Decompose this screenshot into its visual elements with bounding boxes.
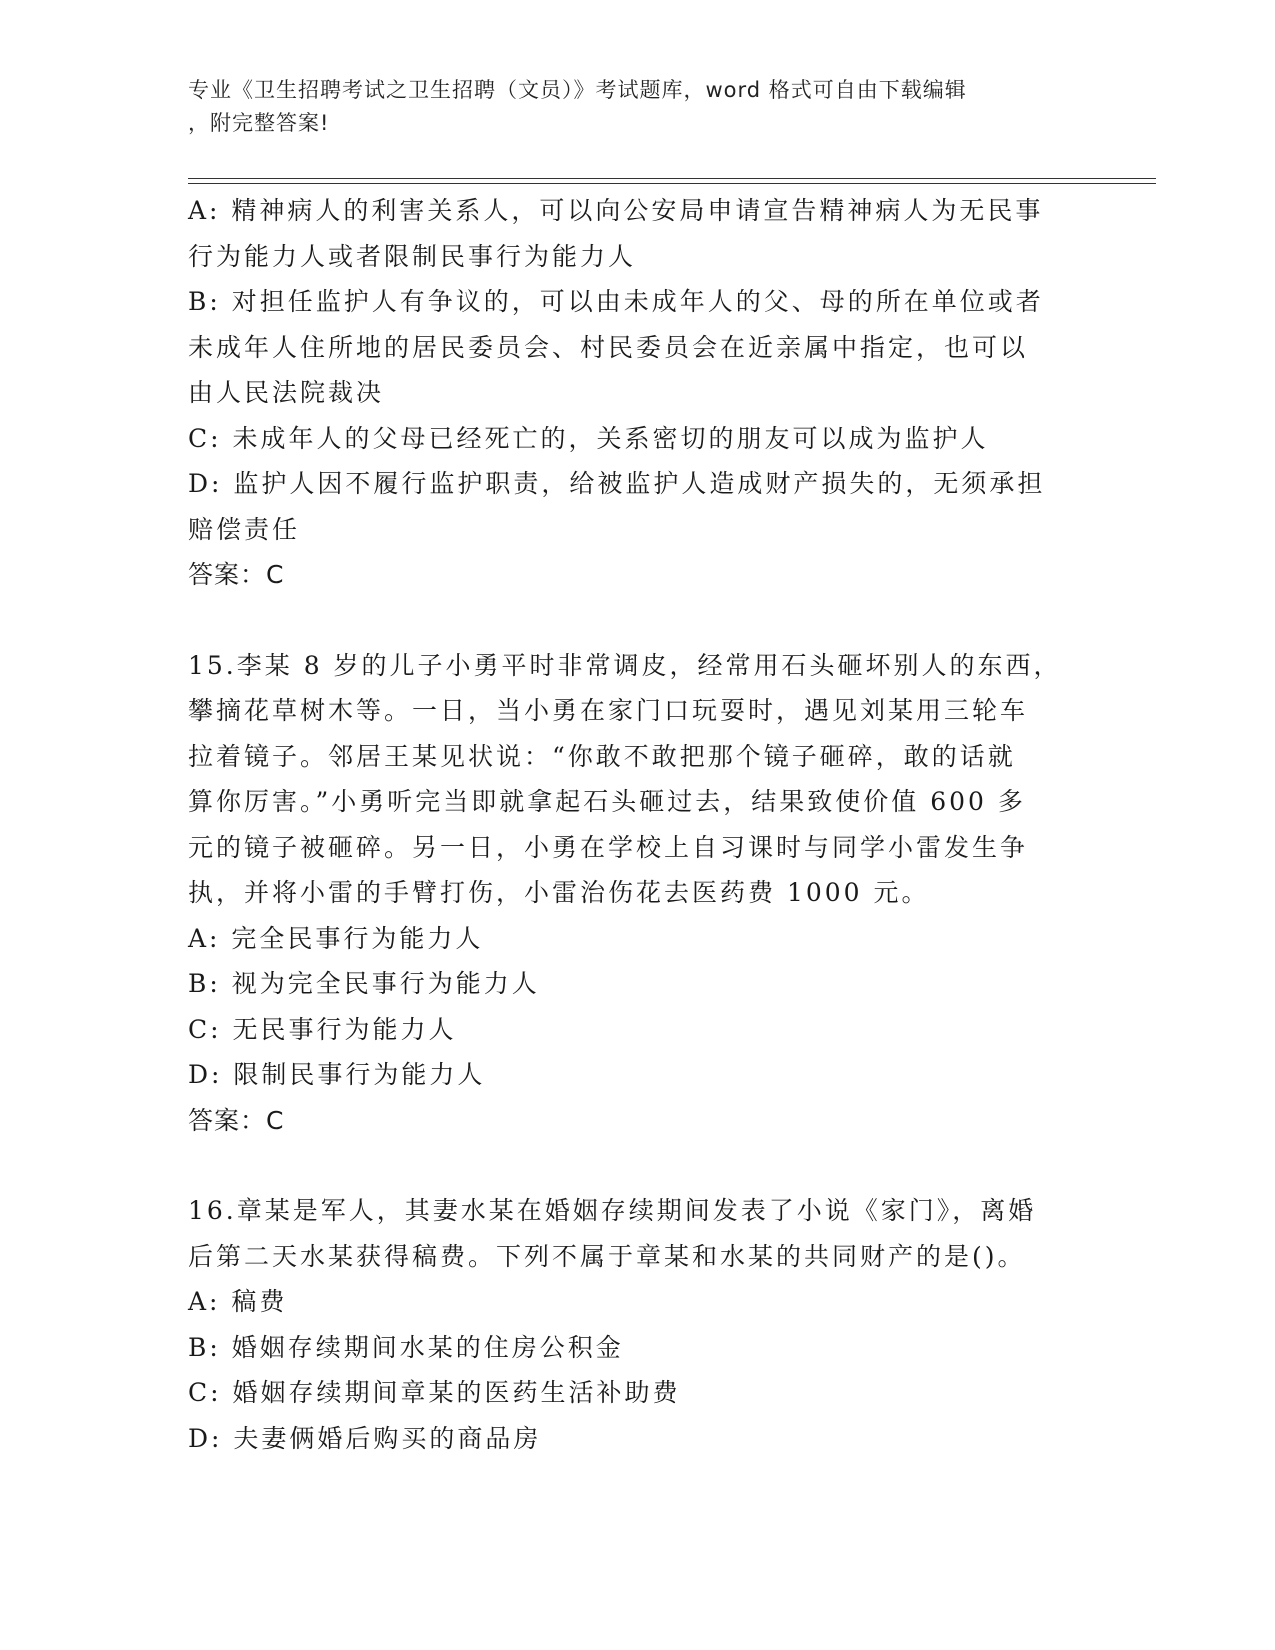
q15-stem-line-6: 执，并将小雷的手臂打伤，小雷治伤花去医药费 1000 元。 [188, 878, 930, 907]
q16-option-d: D: 夫妻俩婚后购买的商品房 [188, 1423, 542, 1453]
q15-stem-line-2: 攀摘花草树木等。一日，当小勇在家门口玩耍时，遇见刘某用三轮车 [188, 696, 1029, 725]
q15-stem-line-3: 拉着镜子。邻居王某见状说：“你敢不敢把那个镜子砸碎，敢的话就 [188, 741, 1016, 771]
q15-stem-line-1: 15.李某 8 岁的儿子小勇平时非常调皮，经常用石头砸坏别人的东西， [188, 650, 1062, 680]
q14-answer: 答案：C [188, 560, 285, 589]
q15-option-c: C: 无民事行为能力人 [188, 1014, 457, 1044]
q16-stem-line-2: 后第二天水某获得稿费。下列不属于章某和水某的共同财产的是()。 [188, 1241, 1026, 1271]
q14-option-a-line-2: 行为能力人或者限制民事行为能力人 [188, 241, 637, 271]
q16-option-a: A: 稿费 [188, 1287, 288, 1316]
q15-option-d: D: 限制民事行为能力人 [188, 1060, 486, 1089]
q14-option-b-line-3: 由人民法院裁决 [188, 378, 385, 407]
header-line-2: ，附完整答案! [188, 111, 330, 135]
header-divider-bottom [188, 183, 1156, 184]
q16-option-b: B: 婚姻存续期间水某的住房公积金 [188, 1332, 624, 1362]
q15-option-b: B: 视为完全民事行为能力人 [188, 969, 540, 998]
document-header [188, 74, 1068, 140]
header-line-1: 专业《卫生招聘考试之卫生招聘（文员）》考试题库，word 格式可自由下载编辑 [188, 78, 967, 102]
q14-option-a-line-1: A: 精神病人的利害关系人，可以向公安局申请宣告精神病人为无民事 [188, 196, 1044, 225]
question-14-options [188, 188, 1088, 598]
question-16 [188, 1188, 1088, 1461]
q15-stem-line-4: 算你厉害。”小勇听完当即就拿起石头砸过去，结果致使价值 600 多 [188, 787, 1026, 816]
q14-option-b-line-2: 未成年人住所地的居民委员会、村民委员会在近亲属中指定，也可以 [188, 332, 1029, 362]
q14-option-d-line-1: D: 监护人因不履行监护职责，给被监护人造成财产损失的，无须承担 [188, 469, 1046, 498]
q14-option-d-line-2: 赔偿责任 [188, 514, 301, 544]
q15-option-a: A: 完全民事行为能力人 [188, 923, 484, 953]
q14-option-c: C: 未成年人的父母已经死亡的，关系密切的朋友可以成为监护人 [188, 423, 989, 453]
question-15 [188, 643, 1088, 1144]
q14-option-b-line-1: B: 对担任监护人有争议的，可以由未成年人的父、母的所在单位或者 [188, 287, 1044, 316]
spacer [188, 1143, 1088, 1188]
spacer [188, 598, 1088, 643]
q16-option-c: C: 婚姻存续期间章某的医药生活补助费 [188, 1378, 681, 1407]
header-divider-top [188, 178, 1156, 179]
q15-answer: 答案：C [188, 1105, 285, 1135]
q16-stem-line-1: 16.章某是军人，其妻水某在婚姻存续期间发表了小说《家门》，离婚 [188, 1196, 1037, 1225]
q15-stem-line-5: 元的镜子被砸碎。另一日，小勇在学校上自习课时与同学小雷发生争 [188, 832, 1029, 862]
question-content [188, 188, 1088, 1461]
